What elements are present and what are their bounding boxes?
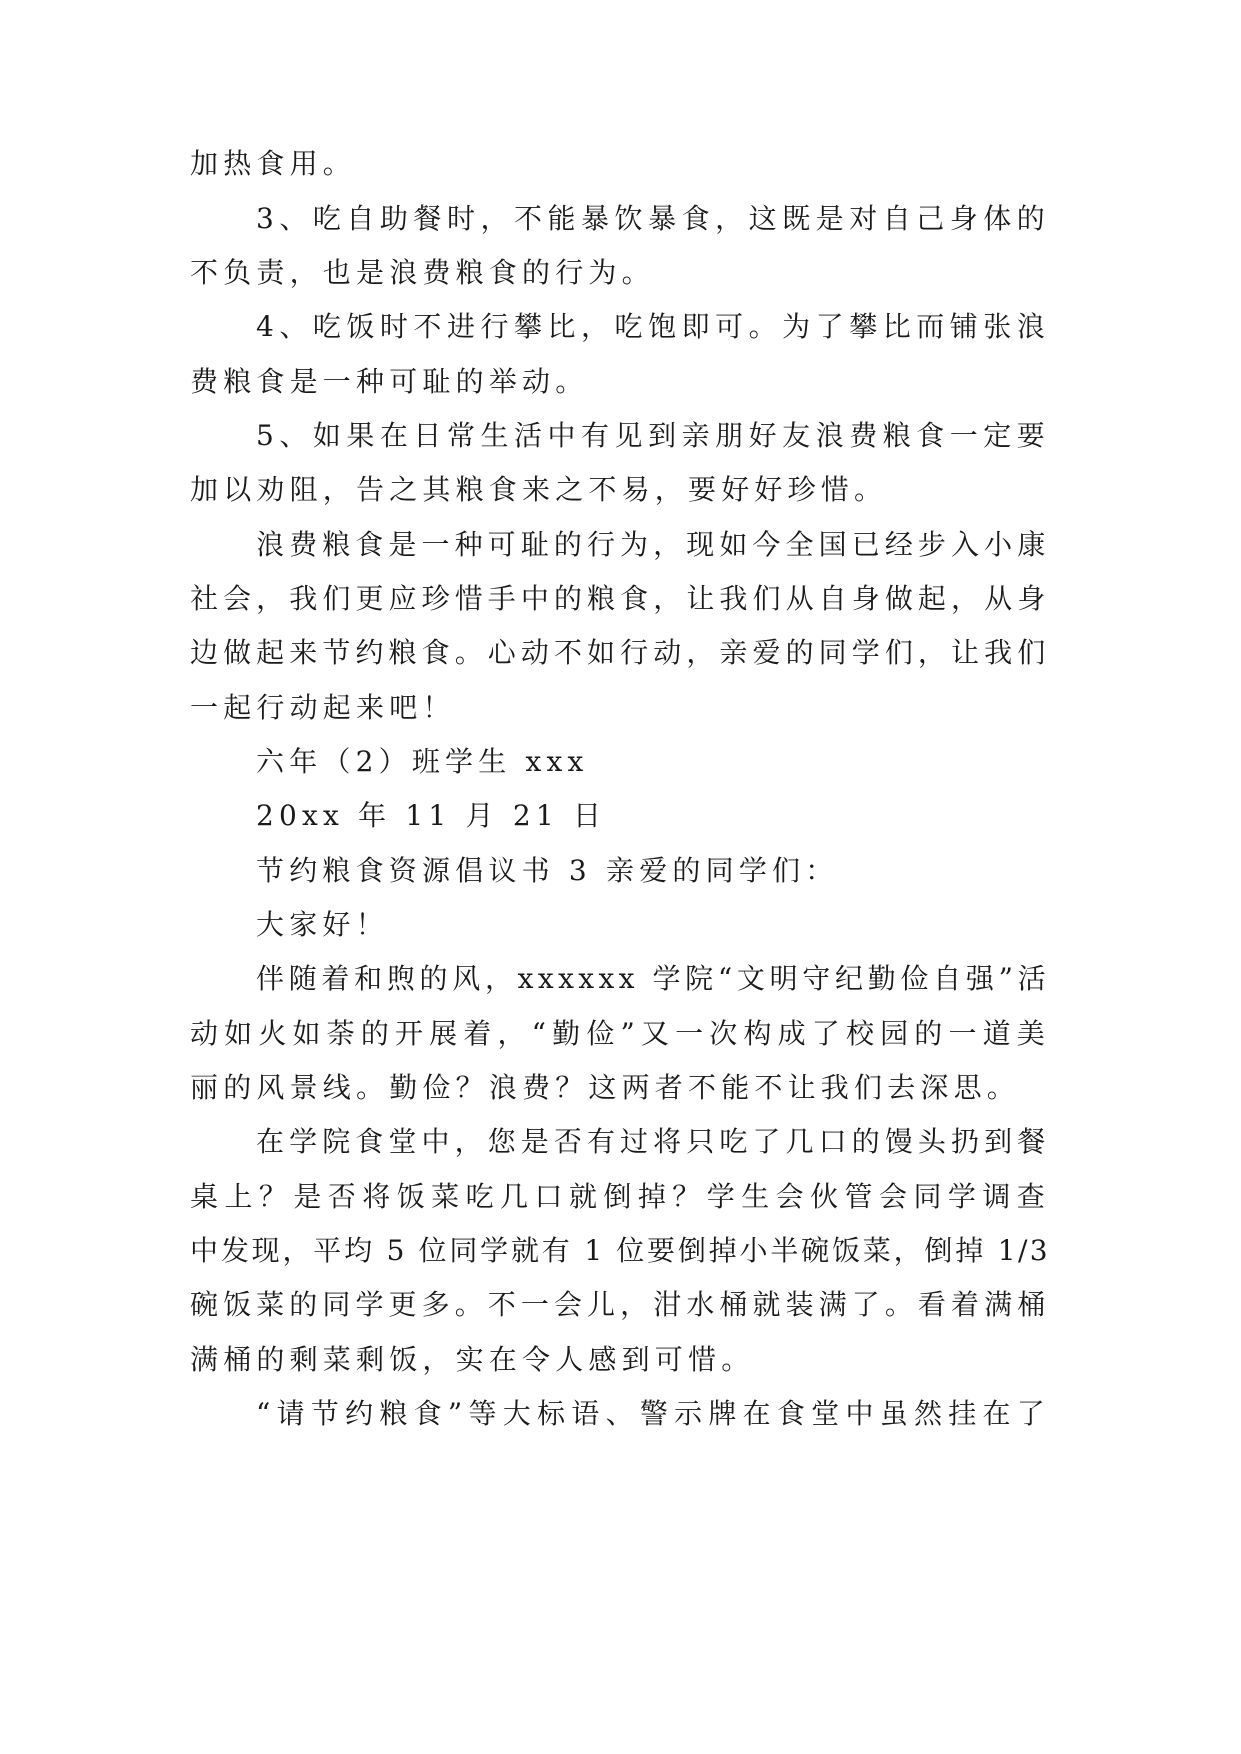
text-line: 碗饭菜的同学更多。不一会儿，泔水桶就装满了。看着满桶 — [190, 1288, 1050, 1321]
text-line: 20xx 年 11 月 21 日 — [256, 799, 607, 832]
text-line: 中发现，平均 5 位同学就有 1 位要倒掉小半碗饭菜，倒掉 1/3 — [190, 1234, 1050, 1267]
text-line: 不负责，也是浪费粮食的行为。 — [190, 256, 655, 289]
text-line: 满桶的剩菜剩饭，实在令人感到可惜。 — [190, 1343, 755, 1376]
text-line: 在学院食堂中，您是否有过将只吃了几口的馒头扔到餐 — [256, 1125, 1050, 1158]
text-line: 动如火如荼的开展着，“勤俭”又一次构成了校园的一道美 — [190, 1017, 1050, 1050]
text-line: 加热食用。 — [190, 147, 357, 180]
text-line: 浪费粮食是一种可耻的行为，现如今全国已经步入小康 — [256, 528, 1050, 561]
text-line: 桌上？是否将饭菜吃几口就倒掉？学生会伙管会同学调查 — [190, 1180, 1050, 1213]
text-line: 一起行动起来吧！ — [190, 691, 456, 724]
text-line: 4、吃饭时不进行攀比，吃饱即可。为了攀比而铺张浪 — [256, 310, 1050, 343]
text-line: 加以劝阻，告之其粮食来之不易，要好好珍惜。 — [190, 473, 888, 506]
text-line: 六年（2）班学生 xxx — [256, 745, 589, 778]
text-line: 节约粮食资源倡议书 3 亲爱的同学们： — [256, 854, 839, 887]
text-line: 边做起来节约粮食。心动不如行动，亲爱的同学们，让我们 — [190, 636, 1050, 669]
text-line: 丽的风景线。勤俭？浪费？这两者不能不让我们去深思。 — [190, 1071, 1021, 1104]
text-line: 费粮食是一种可耻的举动。 — [190, 365, 589, 398]
text-line: 伴随着和煦的风，xxxxxx 学院“文明守纪勤俭自强”活 — [256, 962, 1050, 995]
text-line: “请节约粮食”等大标语、警示牌在食堂中虽然挂在了 — [256, 1397, 1050, 1430]
text-line: 5、如果在日常生活中有见到亲朋好友浪费粮食一定要 — [256, 419, 1050, 452]
text-line: 社会，我们更应珍惜手中的粮食，让我们从自身做起，从身 — [190, 582, 1050, 615]
text-line: 3、吃自助餐时，不能暴饮暴食，这既是对自己身体的 — [256, 202, 1050, 235]
text-line: 大家好！ — [256, 908, 389, 941]
